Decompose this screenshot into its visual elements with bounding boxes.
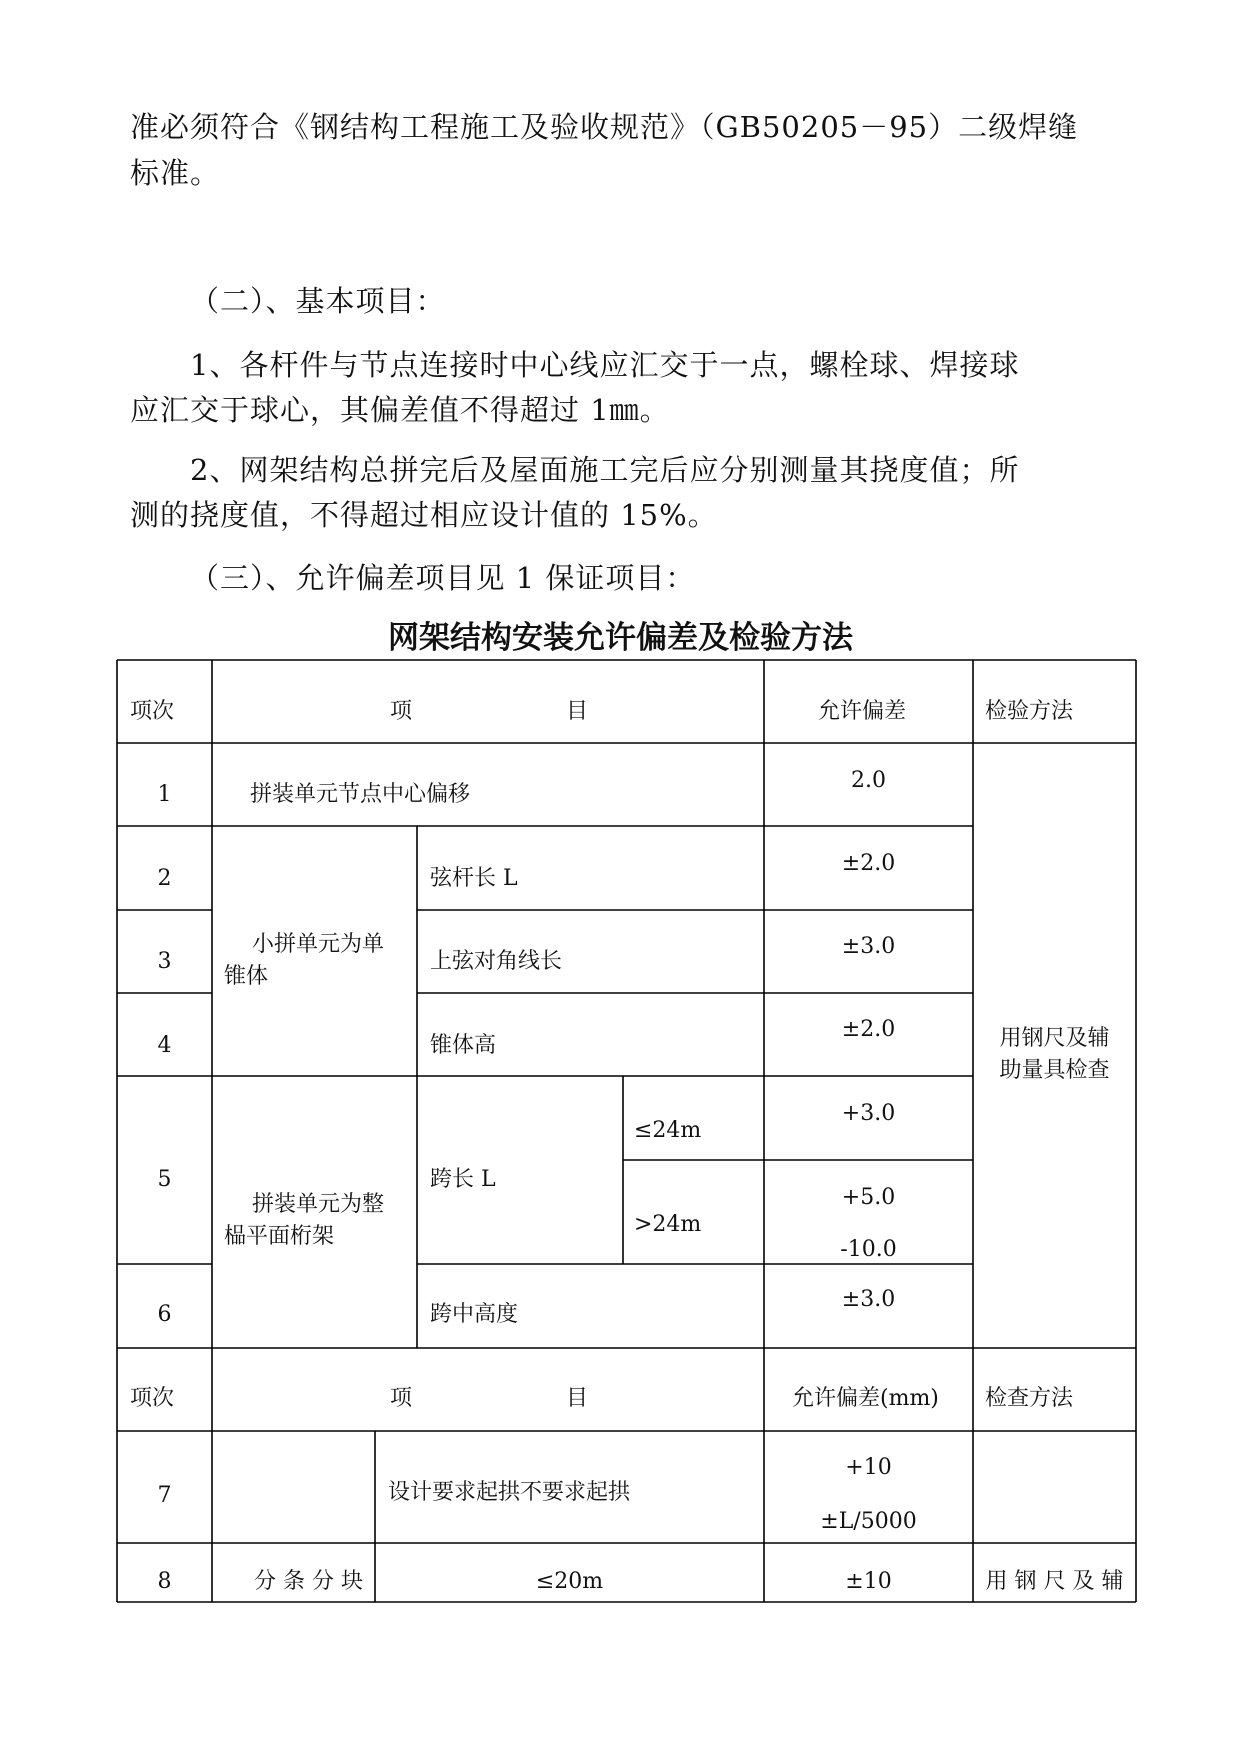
row-item: 上弦对角线长 — [430, 949, 563, 974]
paragraph-line: 应汇交于球心，其偏差值不得超过 1㎜。 — [130, 393, 670, 427]
header-col-item: 目 — [566, 1386, 589, 1411]
row-tolerance: ±3.0 — [841, 934, 896, 959]
method-cell: 用 钢 尺 及 辅 — [985, 1569, 1124, 1594]
header-col-method: 检查方法 — [985, 1386, 1074, 1411]
table-title: 网架结构安装允许偏差及检验方法 — [388, 620, 853, 656]
paragraph-line: 1、各杆件与节点连接时中心线应汇交于一点，螺栓球、焊接球 — [190, 348, 1020, 382]
row-tolerance: ±3.0 — [841, 1287, 896, 1312]
row-tolerance: ±10 — [845, 1569, 892, 1594]
row-subrange: ≤24m — [634, 1118, 702, 1143]
group-label: 小拼单元为单 — [252, 932, 385, 957]
group-label: 拼装单元为整 — [252, 1192, 385, 1217]
paragraph-line: 标准。 — [130, 156, 221, 190]
row-item: 跨长 L — [430, 1167, 496, 1192]
row-tolerance: ±2.0 — [841, 1017, 896, 1042]
row-item: 拼装单元节点中心偏移 — [250, 782, 471, 807]
group-label: 锥体 — [224, 964, 269, 989]
row-no: 7 — [157, 1483, 172, 1508]
group-label: 榀平面桁架 — [224, 1224, 335, 1249]
row-no: 5 — [157, 1167, 172, 1192]
row-no: 1 — [157, 782, 172, 807]
paragraph-line: 测的挠度值，不得超过相应设计值的 15%。 — [130, 498, 718, 532]
row-item: 跨中高度 — [430, 1302, 519, 1327]
row-item: 设计要求起拱不要求起拱 — [388, 1480, 631, 1505]
header-col-item: 项 — [390, 699, 413, 724]
row-no: 6 — [157, 1302, 172, 1327]
paragraph-line: 2、网架结构总拼完后及屋面施工完后应分别测量其挠度值；所 — [190, 453, 1020, 487]
row-tolerance: -10.0 — [840, 1237, 897, 1262]
section-heading: （三）、允许偏差项目见 1 保证项目： — [190, 561, 696, 595]
row-no: 4 — [157, 1033, 172, 1058]
row-item: 弦杆长 L — [430, 866, 518, 891]
row-group: 分 条 分 块 — [254, 1569, 363, 1594]
header-col-method: 检验方法 — [985, 699, 1074, 724]
row-no: 8 — [157, 1569, 172, 1594]
header-col-no: 项次 — [130, 1386, 175, 1411]
header-col-no: 项次 — [130, 699, 175, 724]
row-tolerance: +10 — [845, 1455, 892, 1480]
row-tolerance: ±2.0 — [841, 851, 896, 876]
row-item: ≤20m — [535, 1569, 604, 1594]
header-col-item: 目 — [566, 699, 589, 724]
section-heading: （二）、基本项目： — [190, 284, 446, 318]
method-cell: 用钢尺及辅 — [999, 1026, 1110, 1051]
header-col-tolerance: 允许偏差(mm) — [792, 1386, 939, 1411]
row-tolerance: ±L/5000 — [820, 1509, 917, 1534]
paragraph-line: 准必须符合《钢结构工程施工及验收规范》（GB50205－95）二级焊缝 — [130, 110, 1079, 144]
method-cell: 助量具检查 — [999, 1058, 1110, 1083]
header-col-tolerance: 允许偏差 — [818, 699, 907, 724]
row-item: 锥体高 — [430, 1033, 497, 1058]
row-subrange: >24m — [634, 1212, 702, 1237]
header-col-item: 项 — [390, 1386, 413, 1411]
row-no: 3 — [157, 949, 172, 974]
row-tolerance: +5.0 — [841, 1185, 896, 1210]
row-tolerance: 2.0 — [851, 768, 886, 793]
row-tolerance: +3.0 — [841, 1101, 896, 1126]
row-no: 2 — [157, 866, 172, 891]
